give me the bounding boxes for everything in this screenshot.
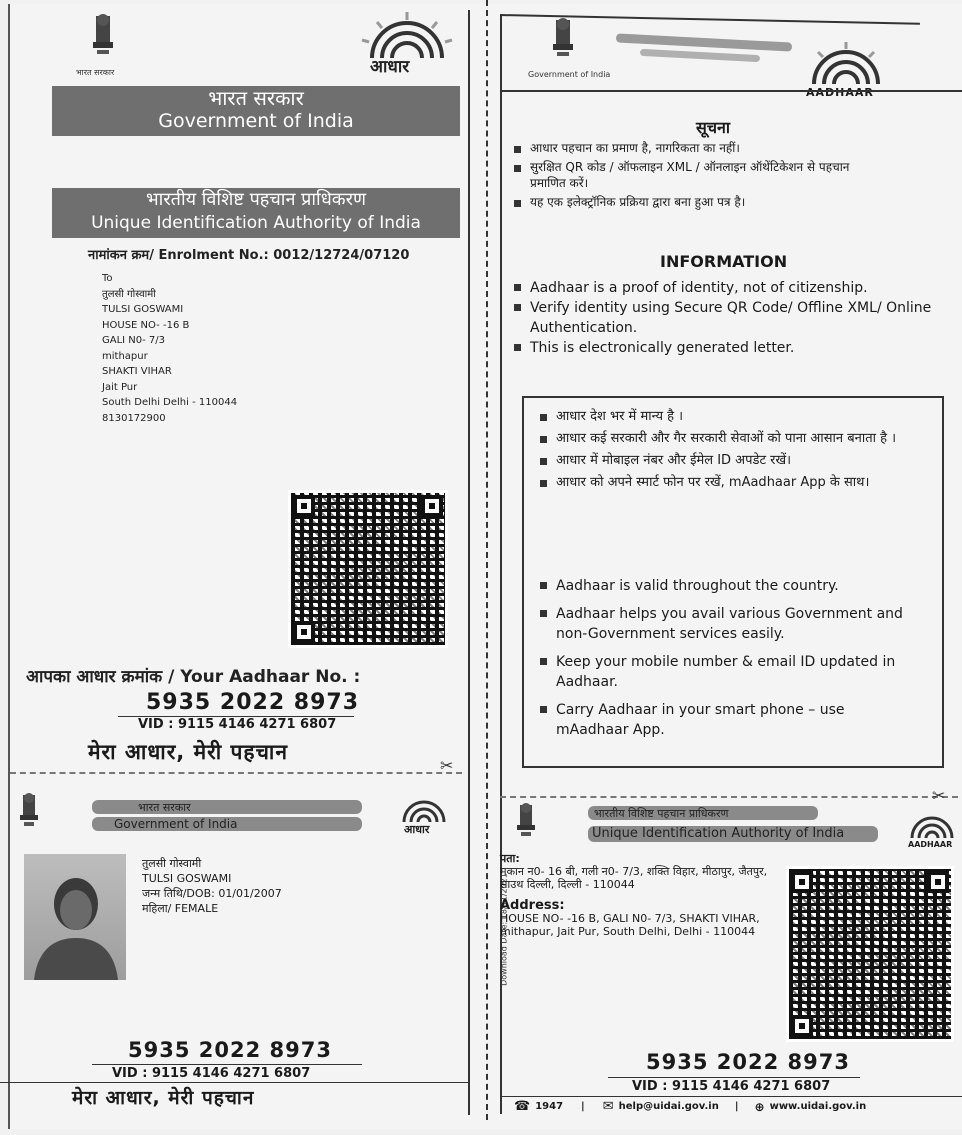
card-back-aadhaar-logo-text: AADHAAR — [908, 840, 953, 849]
card-name-english: TULSI GOSWAMI — [142, 872, 232, 885]
vertical-fold-line — [486, 0, 488, 1120]
horizontal-divider — [500, 90, 962, 92]
card-back-aadhaar-logo — [904, 814, 960, 854]
box-english-item: Aadhaar is valid throughout the country. — [540, 576, 920, 596]
scissors-icon: ✂ — [440, 756, 454, 775]
cut-line-left — [10, 772, 462, 774]
recipient-address — [102, 271, 237, 426]
side-date-text — [0, 869, 1, 921]
card-holder-details — [142, 856, 282, 916]
notice-list — [514, 140, 882, 210]
gov-band — [52, 86, 460, 136]
card-gov-hindi: भारत सरकार — [138, 801, 191, 814]
phone-icon: ☎ — [514, 1099, 531, 1114]
card-dob: जन्म तिथि/DOB: 01/01/2007 — [142, 887, 282, 900]
box-hindi-item: आधार कई सरकारी और गैर सरकारी सेवाओं को पाना आसान बनाता है । — [540, 430, 900, 447]
card-gender: महिला/ FEMALE — [142, 902, 219, 915]
address-line: Jait Pur — [102, 381, 138, 393]
national-emblem-icon — [16, 792, 42, 832]
notice-item: सुरक्षित QR कोड / ऑफलाइन XML / ऑनलाइन ऑथेंटिकेशन से पहचान प्रमाणित करें। — [514, 159, 882, 191]
box-english-item: Aadhaar helps you avail various Government and non-Government services easily. — [540, 604, 920, 644]
address-line: 8130172900 — [102, 412, 166, 424]
gov-hindi: भारत सरकार — [208, 86, 304, 110]
national-emblem-icon — [88, 12, 118, 64]
address-line: SHAKTI VIHAR — [102, 366, 172, 377]
footer-separator: | — [581, 1101, 585, 1112]
address-hindi-label: पता: — [500, 852, 520, 865]
card-aadhaar-number: 5935 2022 8973 — [128, 1038, 332, 1062]
your-aadhaar-label: आपका आधार क्रमांक / Your Aadhaar No. : — [26, 667, 361, 687]
card-tagline: मेरा आधार, मेरी पहचान — [72, 1087, 255, 1109]
card-back-aadhaar-number: 5935 2022 8973 — [646, 1050, 850, 1074]
box-hindi-item: आधार में मोबाइल नंबर और ईमेल ID अपडेट रखें। — [540, 452, 900, 469]
info-item: Verify identity using Secure QR Code/ Offline XML/ Online Authentication. — [514, 298, 934, 338]
card-uidai-band — [588, 806, 888, 846]
info-box-english-list — [540, 576, 920, 740]
address-english: HOUSE NO- -16 B, GALI N0- 7/3, SHAKTI VIHAR, mithapur, Jait Pur, South Delhi, Delhi - 110044 — [500, 912, 760, 938]
address-line: HOUSE NO- -16 B — [102, 319, 190, 331]
aadhaar-logo-text: AADHAAR — [806, 86, 874, 99]
address-line: mithapur — [102, 350, 148, 362]
address-line: To — [102, 273, 113, 284]
footer-contact — [514, 1099, 962, 1114]
info-box-hindi-list — [540, 408, 900, 491]
national-emblem-icon — [514, 802, 538, 842]
box-english-item: Keep your mobile number & email ID updated in Aadhaar. — [540, 652, 920, 692]
cut-line-right — [500, 796, 958, 798]
notice-title: सूचना — [696, 118, 731, 137]
uidai-english: Unique Identification Authority of India — [91, 213, 421, 233]
info-list — [514, 278, 934, 358]
national-emblem-icon — [548, 16, 578, 64]
scissors-icon: ✂ — [932, 786, 946, 805]
aadhaar-logo-text: आधार — [370, 57, 410, 77]
address-line: South Delhi Delhi - 110044 — [102, 397, 238, 408]
address-line: तुलसी गोस्वामी — [102, 288, 156, 300]
emblem-caption: भारत सरकार — [76, 68, 115, 77]
card-back-underline — [608, 1077, 860, 1078]
vid-number: VID : 9115 4146 4271 6807 — [138, 717, 337, 732]
card-name-hindi: तुलसी गोस्वामी — [142, 857, 202, 870]
footer-line — [500, 1096, 962, 1097]
qr-code-letter — [288, 490, 448, 648]
card-aadhaar-underline — [92, 1064, 362, 1065]
download-date: Download Date: 18/11/2021 — [499, 873, 509, 986]
email-address: help@uidai.gov.in — [618, 1101, 719, 1112]
info-title: INFORMATION — [660, 252, 788, 271]
qr-code-card — [786, 866, 954, 1042]
address-line: TULSI GOSWAMI — [102, 304, 184, 315]
aadhaar-number: 5935 2022 8973 — [146, 690, 360, 715]
card-photo — [24, 854, 126, 980]
email-icon: ✉ — [602, 1099, 614, 1114]
card-back-vid: VID : 9115 4146 4271 6807 — [632, 1079, 831, 1094]
card-gov-band-bg — [92, 800, 362, 814]
card-address-block — [500, 852, 780, 938]
footer-separator: | — [734, 1101, 739, 1112]
box-english-item: Carry Aadhaar in your smart phone – use mAadhaar App. — [540, 700, 920, 740]
phone-number: 1947 — [535, 1101, 564, 1112]
enrolment-number: नामांकन क्रम/ Enrolment No.: 0012/12724/07120 — [88, 248, 410, 263]
website: www.uidai.gov.in — [769, 1101, 867, 1112]
box-hindi-item: आधार को अपने स्मार्ट फोन पर रखें, mAadhaar App के साथ। — [540, 474, 900, 491]
aadhaar-logo-right — [796, 40, 896, 104]
info-item: This is electronically generated letter. — [514, 338, 934, 358]
uidai-band — [52, 188, 460, 238]
card-aadhaar-logo-text: आधार — [404, 823, 430, 836]
card-tagline-line — [0, 1082, 468, 1083]
card-uidai-english: Unique Identification Authority of India — [592, 826, 845, 841]
uidai-hindi: भारतीय विशिष्ट पहचान प्राधिकरण — [146, 189, 366, 210]
notice-item: आधार पहचान का प्रमाण है, नागरिकता का नहीं। — [514, 140, 882, 156]
web-icon: ⊕ — [754, 1099, 765, 1114]
emblem-caption-right: Government of India — [528, 70, 611, 79]
address-line: GALI N0- 7/3 — [102, 335, 166, 346]
card-uidai-hindi: भारतीय विशिष्ट पहचान प्राधिकरण — [594, 807, 729, 820]
card-gov-english: Government of India — [114, 817, 238, 831]
card-aadhaar-logo — [396, 798, 452, 838]
inner-border-left — [468, 10, 470, 1115]
notice-item: यह एक इलेक्ट्रॉनिक प्रक्रिया द्वारा बना हुआ पत्र है। — [514, 194, 882, 210]
aadhaar-logo — [352, 10, 462, 80]
gov-english: Government of India — [158, 110, 354, 132]
card-vid: VID : 9115 4146 4271 6807 — [112, 1066, 311, 1081]
address-english-label: Address: — [500, 898, 565, 913]
tagline: मेरा आधार, मेरी पहचान — [88, 740, 288, 764]
address-hindi: मकान न0- 16 बी, गली न0- 7/3, शक्ति विहार, मीठापुर, जैतपुर, साउथ दिल्ली, दिल्ली - 110044 — [500, 865, 768, 891]
card-gov-band — [92, 800, 372, 834]
info-item: Aadhaar is a proof of identity, not of citizenship. — [514, 278, 934, 298]
box-hindi-item: आधार देश भर में मान्य है । — [540, 408, 900, 425]
